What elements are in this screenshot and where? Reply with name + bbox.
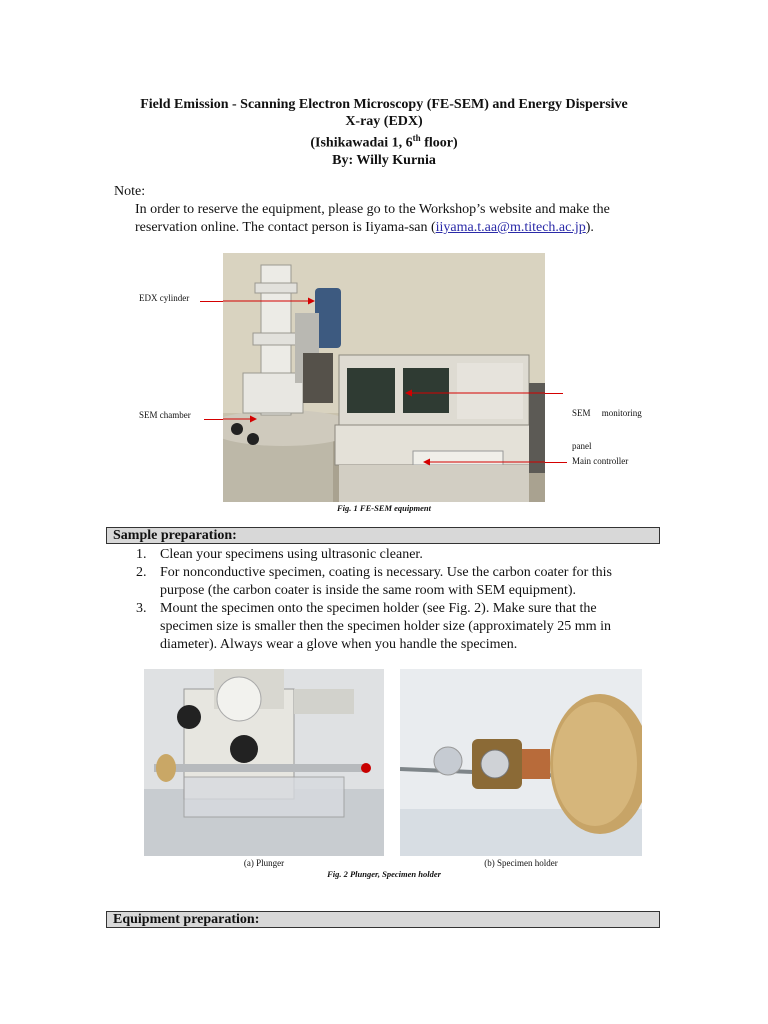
label-edx-cylinder: EDX cylinder	[139, 293, 190, 303]
controller-arrow	[545, 462, 567, 463]
contact-email-link[interactable]: iiyama.t.aa@m.titech.ac.jp	[435, 220, 586, 235]
plunger-photo	[144, 669, 384, 856]
fe-sem-equipment-photo	[223, 253, 545, 502]
figure-2b-caption: (b) Specimen holder	[484, 858, 558, 868]
note-text: In order to reserve the equipment, please go to the Workshop’s website and make the reservation online. The contact person is Iiyama-san (iiyama.t.aa@m.titech.ac.jp).	[135, 202, 610, 235]
sample-preparation-steps	[136, 546, 676, 654]
note-label: Note:	[114, 184, 146, 199]
title-location: (Ishikawadai 1, 6th floor)	[310, 133, 458, 151]
specimen-holder-photo	[400, 669, 642, 856]
figure-2-caption: Fig. 2 Plunger, Specimen holder	[327, 869, 441, 879]
section-heading-sample-preparation: Sample preparation:	[106, 527, 660, 544]
monitor-arrow	[545, 393, 563, 394]
section-heading-equipment-preparation: Equipment preparation:	[106, 911, 660, 928]
title-author: By: Willy Kurnia	[332, 152, 436, 168]
list-item: 3. Mount the specimen onto the specimen holder (see Fig. 2). Make sure that the specimen size is smaller then the specimen holder size (approximately 25 mm in diameter). Always wear a glove when you handle the specimen.	[136, 601, 611, 652]
title-line-2: X-ray (EDX)	[345, 114, 423, 129]
list-item: 1. Clean your specimens using ultrasonic cleaner.	[136, 547, 423, 562]
title-line-1: Field Emission - Scanning Electron Microscopy (FE-SEM) and Energy Dispersive	[140, 97, 628, 112]
edx-arrow	[200, 301, 223, 302]
list-item: 2. For nonconductive specimen, coating is necessary. Use the carbon coater for this purpose (the carbon coater is inside the same room with SEM equipment).	[136, 565, 612, 598]
chamber-arrow	[204, 419, 223, 420]
label-main-controller: Main controller	[572, 456, 629, 466]
label-sem-monitoring-panel: SEM monitoring panel	[572, 408, 642, 451]
document-title	[60, 96, 708, 169]
label-sem-chamber: SEM chamber	[139, 410, 191, 420]
figure-2a-caption: (a) Plunger	[243, 858, 285, 868]
figure-1-caption: Fig. 1 FE-SEM equipment	[337, 503, 431, 513]
